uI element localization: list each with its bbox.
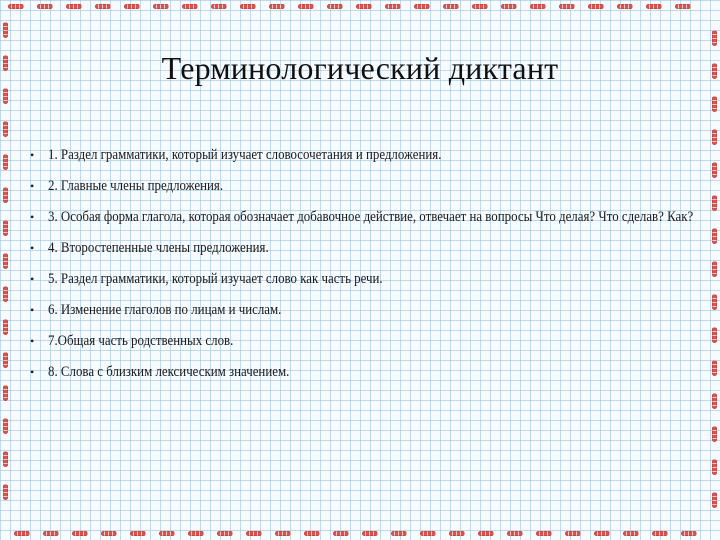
border-stitch (675, 4, 691, 9)
border-stitch (3, 22, 8, 38)
dictation-list (30, 140, 694, 388)
list-item-text: 7.Общая часть родственных слов. (48, 333, 234, 349)
border-stitch (623, 531, 639, 536)
list-item (30, 295, 690, 326)
border-stitch (617, 4, 633, 9)
border-stitch (3, 352, 8, 368)
border-stitch (3, 220, 8, 236)
bullet-icon: • (30, 179, 35, 193)
bullet-icon: • (30, 303, 35, 317)
border-stitch (681, 531, 697, 536)
border-stitch (712, 129, 717, 145)
border-stitch (95, 4, 111, 9)
list-item-text: 3. Особая форма глагола, которая обозначает добавочное действие, отвечает на вопросы Что делая? Что сделав? Как? (48, 209, 694, 225)
border-stitch (588, 4, 604, 9)
list-item (30, 140, 690, 171)
border-stitch (652, 531, 668, 536)
border-stitch (391, 531, 407, 536)
border-stitch (501, 4, 517, 9)
border-stitch (8, 4, 24, 9)
border-stitch (530, 4, 546, 9)
border-stitch (646, 4, 662, 9)
border-stitch (507, 531, 523, 536)
border-stitch (3, 484, 8, 500)
border-stitch (565, 531, 581, 536)
border-stitch (14, 531, 30, 536)
border-stitch (3, 319, 8, 335)
border-stitch (712, 459, 717, 475)
border-stitch (327, 4, 343, 9)
border-stitch (269, 4, 285, 9)
border-stitch (159, 531, 175, 536)
list-item-text: 2. Главные члены предложения. (48, 178, 224, 194)
border-stitch (3, 121, 8, 137)
border-stitch (130, 531, 146, 536)
border-stitch (712, 195, 717, 211)
border-stitch (101, 531, 117, 536)
slide-title: Терминологический диктант (161, 50, 559, 86)
list-item (30, 233, 690, 264)
bullet-icon: • (30, 334, 35, 348)
border-stitch (559, 4, 575, 9)
border-stitch (3, 385, 8, 401)
border-stitch (66, 4, 82, 9)
border-stitch (536, 531, 552, 536)
border-stitch (275, 531, 291, 536)
list-item (30, 202, 694, 233)
border-stitch (37, 4, 53, 9)
border-stitch (3, 451, 8, 467)
border-stitch (414, 4, 430, 9)
border-stitch (362, 531, 378, 536)
border-stitch (712, 327, 717, 343)
list-item-text: 1. Раздел грамматики, который изучает словосочетания и предложения. (48, 147, 442, 163)
border-stitch (153, 4, 169, 9)
border-stitch (478, 531, 494, 536)
border-stitch (712, 492, 717, 508)
border-stitch (420, 531, 436, 536)
border-stitch (712, 426, 717, 442)
border-stitch (3, 154, 8, 170)
border-stitch (182, 4, 198, 9)
border-stitch (217, 531, 233, 536)
border-stitch (246, 531, 262, 536)
border-stitch (188, 531, 204, 536)
border-stitch (298, 4, 314, 9)
border-stitch (333, 531, 349, 536)
border-stitch (3, 253, 8, 269)
border-stitch (712, 228, 717, 244)
list-item-text: 4. Второстепенные члены предложения. (48, 240, 269, 256)
border-stitch (124, 4, 140, 9)
border-stitch (3, 187, 8, 203)
border-stitch (449, 531, 465, 536)
border-stitch (211, 4, 227, 9)
border-stitch (3, 286, 8, 302)
border-stitch (712, 294, 717, 310)
list-item (30, 357, 690, 388)
border-stitch (712, 162, 717, 178)
border-stitch (712, 261, 717, 277)
border-stitch (3, 88, 8, 104)
border-stitch (712, 393, 717, 409)
border-stitch (712, 30, 717, 46)
bullet-icon: • (30, 272, 35, 286)
border-stitch (72, 531, 88, 536)
border-stitch (594, 531, 610, 536)
border-stitch (240, 4, 256, 9)
bullet-icon: • (30, 148, 35, 162)
border-stitch (443, 4, 459, 9)
bullet-icon: • (30, 365, 35, 379)
border-stitch (3, 418, 8, 434)
border-stitch (712, 96, 717, 112)
border-stitch (712, 360, 717, 376)
border-stitch (356, 4, 372, 9)
border-stitch (472, 4, 488, 9)
list-item (30, 264, 690, 295)
list-item-text: 5. Раздел грамматики, который изучает слово как часть речи. (48, 271, 383, 287)
list-item-text: 6. Изменение глаголов по лицам и числам. (48, 302, 282, 318)
list-item-text: 8. Слова с близким лексическим значением. (48, 364, 290, 380)
border-stitch (43, 531, 59, 536)
border-stitch (385, 4, 401, 9)
list-item (30, 326, 690, 357)
bullet-icon: • (30, 241, 35, 255)
list-item (30, 171, 690, 202)
bullet-icon: • (30, 210, 35, 224)
border-stitch (304, 531, 320, 536)
